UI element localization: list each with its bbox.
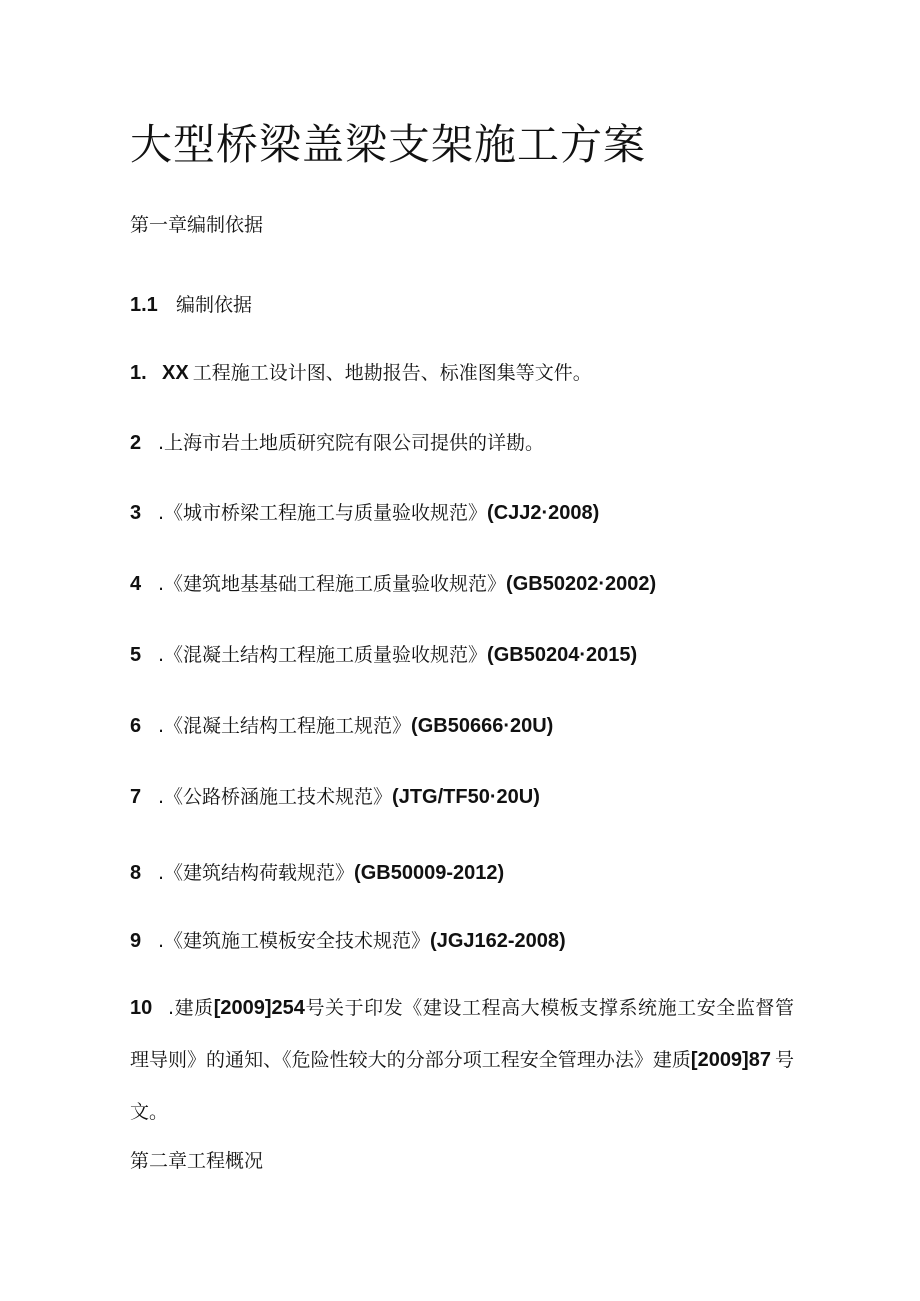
- item-number: 5: [130, 644, 142, 666]
- item-text: .《建筑地基基础工程施工质量验收规范》: [158, 573, 507, 595]
- item-code: (GB50666·20U): [411, 715, 554, 737]
- item-code: (GB50202·2002): [506, 573, 657, 595]
- item-number: 1.: [130, 362, 147, 384]
- list-item: [130, 640, 637, 667]
- item-text: .上海市岩土地质研究院有限公司提供的详勘。: [158, 432, 545, 454]
- list-item: [130, 711, 553, 738]
- item-number: 10: [130, 997, 153, 1019]
- item-code: (CJJ2·2008): [487, 502, 600, 524]
- list-item: [130, 782, 540, 809]
- list-item-10: [130, 982, 794, 1138]
- item-code: [2009]254: [213, 997, 305, 1019]
- item-code: [2009]87: [690, 1049, 771, 1071]
- list-item: [130, 569, 656, 596]
- item-text: .《建筑结构荷载规范》: [158, 862, 355, 884]
- item-number: 9: [130, 930, 142, 952]
- item-text: 号关于印发《建设工程高大模板支撑系统施工安全监督管理导则》的通知、《危险性较大的分部分项工程安全管理办法》建质: [130, 997, 794, 1071]
- item-text: 号文。: [130, 1049, 794, 1123]
- item-text: 工程施工设计图、地勘报告、标准图集等文件。: [192, 362, 592, 384]
- list-item: [130, 358, 592, 385]
- item-text: .《混凝土结构工程施工质量验收规范》: [158, 644, 488, 666]
- list-item: [130, 428, 544, 455]
- section-heading: [130, 290, 252, 317]
- list-item: [130, 498, 599, 525]
- item-text: .《建筑施工模板安全技术规范》: [158, 930, 431, 952]
- item-number: 7: [130, 786, 142, 808]
- list-item: [130, 926, 566, 953]
- section-number: 1.1: [130, 294, 158, 316]
- item-code: (JGJ162-2008): [430, 930, 566, 952]
- list-item: [130, 858, 504, 885]
- item-prefix: XX: [162, 362, 189, 384]
- document-title: 大型桥梁盖梁支架施工方案: [130, 120, 647, 169]
- item-number: 6: [130, 715, 142, 737]
- item-text: .《城市桥梁工程施工与质量验收规范》: [158, 502, 488, 524]
- item-code: (GB50009-2012): [354, 862, 505, 884]
- chapter-heading-1: 第一章编制依据: [130, 214, 264, 236]
- item-text: .《混凝土结构工程施工规范》: [158, 715, 412, 737]
- item-text: .《公路桥涵施工技术规范》: [158, 786, 393, 808]
- item-number: 4: [130, 573, 142, 595]
- item-number: 2: [130, 432, 142, 454]
- item-text: .建质: [168, 997, 214, 1019]
- item-number: 3: [130, 502, 142, 524]
- item-code: (JTG/TF50·20U): [392, 786, 540, 808]
- section-label: 编制依据: [176, 294, 253, 316]
- item-number: 8: [130, 862, 142, 884]
- item-code: (GB50204·2015): [487, 644, 638, 666]
- chapter-heading-2: 第二章工程概况: [130, 1150, 264, 1172]
